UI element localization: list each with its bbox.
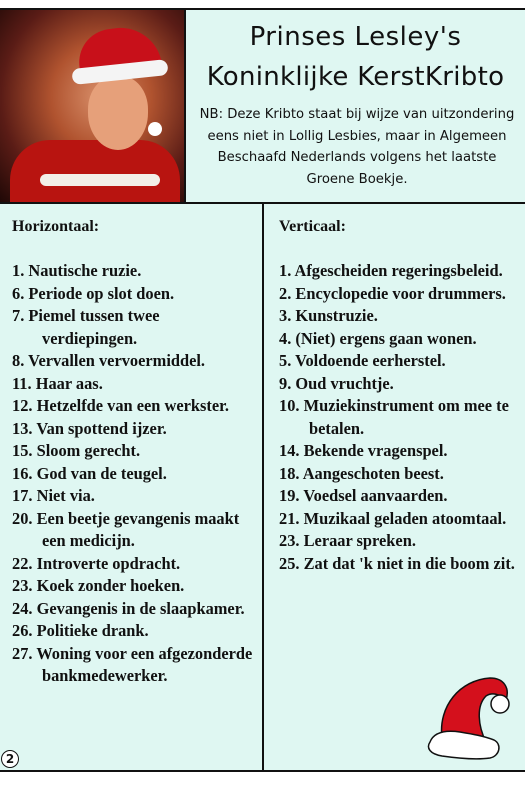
vertical-clue <box>279 508 515 531</box>
clues-section <box>0 204 525 772</box>
clue-number: 21. <box>279 508 300 528</box>
clue-number: 1. <box>12 261 25 280</box>
clue-text: Bekende vragenspel. <box>303 441 448 460</box>
clue-number: 8. <box>12 351 25 370</box>
title-block <box>186 10 525 202</box>
clue-number: 19. <box>279 486 300 505</box>
clue-number: 6. <box>12 283 25 303</box>
vertical-clue <box>279 305 515 328</box>
horizontal-clue <box>12 620 258 643</box>
vertical-clue <box>279 395 515 440</box>
clue-number: 16. <box>12 463 33 483</box>
clue-text: (Niet) ergens gaan wonen. <box>295 328 477 348</box>
clue-number: 2. <box>279 283 292 303</box>
clue-number: 26. <box>12 621 33 640</box>
page-number: 2 <box>1 750 19 768</box>
vertical-clue <box>279 440 515 463</box>
clue-text: Introverte opdracht. <box>36 553 181 573</box>
clue-text: Niet via. <box>36 486 95 505</box>
vertical-clue <box>279 328 515 351</box>
clue-number: 10. <box>279 396 300 415</box>
clue-number: 5. <box>279 351 292 370</box>
clue-text: God van de teugel. <box>36 463 167 483</box>
clue-text: Afgescheiden regeringsbeleid. <box>294 261 503 280</box>
clue-number: 11. <box>12 373 32 393</box>
clue-text: Periode op slot doen. <box>28 283 175 303</box>
clue-number: 13. <box>12 418 33 438</box>
horizontal-clue <box>12 553 258 576</box>
page-title: Prinses Lesley's <box>249 22 462 52</box>
horizontal-clue <box>12 463 258 486</box>
horizontal-clue-list <box>12 260 258 688</box>
clue-text: Gevangenis in de slaapkamer. <box>36 598 245 618</box>
clue-number: 1. <box>279 261 292 280</box>
red-dress <box>10 140 180 202</box>
vertical-clue <box>279 463 515 486</box>
vertical-clue <box>279 350 515 373</box>
clue-number: 12. <box>12 396 33 415</box>
clue-number: 23. <box>279 531 300 550</box>
clue-text: Aangeschoten beest. <box>302 463 444 483</box>
horizontal-clue <box>12 508 258 553</box>
vertical-clue <box>279 260 515 283</box>
horizontal-heading: Horizontaal: <box>12 218 100 235</box>
clue-text: Vervallen vervoermiddel. <box>28 351 206 370</box>
clue-number: 3. <box>279 306 292 325</box>
clue-text: Hetzelfde van een werkster. <box>36 396 229 415</box>
portrait-photo <box>0 10 186 202</box>
clue-text: Zat dat 'k niet in die boom zit. <box>303 553 515 573</box>
clue-number: 22. <box>12 553 33 573</box>
clue-number: 27. <box>12 643 33 663</box>
horizontal-clue <box>12 395 258 418</box>
clue-text: Nautische ruzie. <box>28 261 142 280</box>
horizontal-clue <box>12 260 258 283</box>
vertical-heading: Verticaal: <box>279 218 346 235</box>
vertical-clue <box>279 283 515 306</box>
vertical-clue <box>279 485 515 508</box>
intro-note: NB: Deze Kribto staat bij wijze van uitzondering eens niet in Lollig Lesbies, maar in Algemeen Beschaafd Nederlands volgens het laatste Groene Boekje. <box>199 107 515 187</box>
horizontal-clue <box>12 575 258 598</box>
clue-number: 14. <box>279 441 300 460</box>
clue-text: Haar aas. <box>35 373 103 393</box>
page-subtitle: Koninklijke KerstKribto <box>206 62 505 92</box>
clue-text: Een beetje gevangenis maakt een medicijn. <box>36 508 240 550</box>
clue-text: Encyclopedie voor drummers. <box>295 283 506 303</box>
clue-text: Kunstruzie. <box>295 306 378 325</box>
clue-number: 7. <box>12 306 25 325</box>
vertical-clue <box>279 373 515 396</box>
clue-number: 9. <box>279 373 292 393</box>
horizontal-clue <box>12 283 258 306</box>
clue-number: 25. <box>279 553 300 573</box>
clue-text: Woning voor een afgezonderde bankmedewerker. <box>36 643 253 685</box>
horizontal-clue <box>12 440 258 463</box>
clue-number: 15. <box>12 441 33 460</box>
horizontal-clue <box>12 598 258 621</box>
vertical-clue-list <box>279 260 515 575</box>
face <box>88 76 148 150</box>
column-divider <box>262 204 264 772</box>
horizontal-clue <box>12 485 258 508</box>
vertical-clue <box>279 553 515 576</box>
vertical-clue <box>279 530 515 553</box>
clue-number: 4. <box>279 328 292 348</box>
horizontal-clue <box>12 373 258 396</box>
clue-text: Van spottend ijzer. <box>36 418 167 438</box>
clue-text: Muziekinstrument om mee te betalen. <box>303 396 509 438</box>
horizontal-clue <box>12 643 258 688</box>
clue-text: Voldoende eerherstel. <box>295 351 446 370</box>
clue-number: 24. <box>12 598 33 618</box>
clue-number: 18. <box>279 463 300 483</box>
horizontal-clue <box>12 350 258 373</box>
clue-number: 17. <box>12 486 33 505</box>
clue-text: Sloom gerecht. <box>36 441 141 460</box>
santa-hat-pompom <box>148 122 162 136</box>
horizontal-clue <box>12 418 258 441</box>
fur-trim <box>40 174 160 186</box>
santa-hat-icon <box>420 666 516 766</box>
clue-text: Politieke drank. <box>36 621 149 640</box>
clue-text: Leraar spreken. <box>303 531 416 550</box>
clue-text: Piemel tussen twee verdiepingen. <box>28 306 160 348</box>
clue-number: 23. <box>12 576 33 595</box>
header <box>0 8 525 204</box>
clue-text: Koek zonder hoeken. <box>36 576 185 595</box>
horizontal-clue <box>12 305 258 350</box>
clue-text: Oud vruchtje. <box>295 373 394 393</box>
clue-text: Muzikaal geladen atoomtaal. <box>303 508 507 528</box>
clue-number: 20. <box>12 508 33 528</box>
clue-text: Voedsel aanvaarden. <box>303 486 448 505</box>
